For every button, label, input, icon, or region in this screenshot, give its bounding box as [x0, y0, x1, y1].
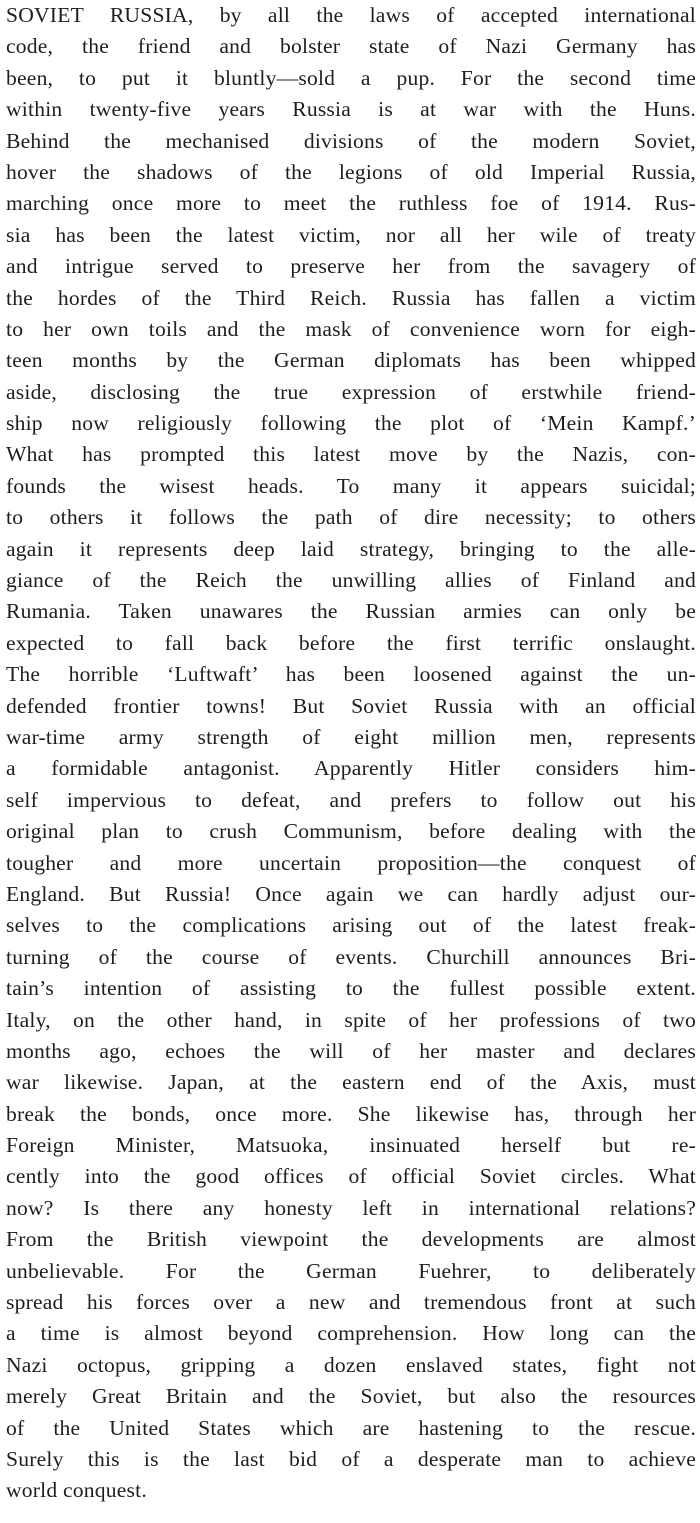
text-line-20: Rumania. Taken unawares the Russian armies can only be [6, 599, 696, 624]
text-line-8: sia has been the latest victim, nor all her wile of treaty [6, 222, 696, 247]
text-line-25: a formidable antagonist. Apparently Hitler considers him- [6, 756, 696, 781]
text-line-45: merely Great Britain and the Soviet, but also the resources [6, 1384, 696, 1409]
text-line-46: of the United States which are hastening to the rescue. [6, 1415, 696, 1440]
text-line-33: Italy, on the other hand, in spite of her professions of two [6, 1007, 696, 1032]
text-line-7: marching once more to meet the ruthless foe of 1914. Rus- [6, 191, 696, 216]
text-line-5: Behind the mechanised divisions of the modern Soviet, [6, 128, 696, 153]
text-line-30: selves to the complications arising out of the latest freak- [6, 913, 696, 938]
text-line-34: months ago, echoes the will of her master and declares [6, 1038, 696, 1063]
text-line-32: tain’s intention of assisting to the fullest possible extent. [6, 976, 696, 1001]
text-line-10: the hordes of the Third Reich. Russia has fallen a victim [6, 285, 696, 310]
text-line-29: England. But Russia! Once again we can hardly adjust our- [6, 881, 696, 906]
text-line-37: Foreign Minister, Matsuoka, insinuated herself but re- [6, 1133, 696, 1158]
text-line-15: What has prompted this latest move by the Nazis, con- [6, 442, 696, 467]
text-line-31: turning of the course of events. Churchill announces Bri- [6, 944, 696, 969]
text-line-47: Surely this is the last bid of a desperate man to achieve [6, 1446, 696, 1471]
text-line-2: code, the friend and bolster state of Nazi Germany has [6, 34, 696, 59]
text-line-17: to others it follows the path of dire necessity; to others [6, 505, 696, 530]
text-line-14: ship now religiously following the plot of ‘Mein Kampf.’ [6, 411, 696, 436]
text-line-26: self impervious to defeat, and prefers to follow out his [6, 787, 696, 812]
text-line-13: aside, disclosing the true expression of erstwhile friend- [6, 379, 696, 404]
text-line-19: giance of the Reich the unwilling allies of Finland and [6, 568, 696, 593]
text-line-35: war likewise. Japan, at the eastern end of the Axis, must [6, 1070, 696, 1095]
text-line-28: tougher and more uncertain proposition—the conquest of [6, 850, 696, 875]
text-line-1: SOVIET RUSSIA, by all the laws of accepted international [6, 3, 696, 27]
text-line-6: hover the shadows of the legions of old Imperial Russia, [6, 159, 696, 184]
text-line-23: defended frontier towns! But Soviet Russia with an official [6, 693, 696, 718]
text-line-21: expected to fall back before the first terrific onslaught. [6, 630, 696, 655]
text-line-43: a time is almost beyond comprehension. How long can the [6, 1321, 696, 1346]
text-line-9: and intrigue served to preserve her from the savagery of [6, 254, 696, 279]
text-line-4: within twenty-five years Russia is at war with the Huns. [6, 97, 696, 122]
text-line-12: teen months by the German diplomats has been whipped [6, 348, 696, 373]
text-line-22: The horrible ‘Luftwaft’ has been loosened against the un- [6, 662, 696, 687]
text-line-18: again it represents deep laid strategy, bringing to the alle- [6, 536, 696, 561]
article-body [6, 0, 696, 1507]
text-line-24: war-time army strength of eight million men, represents [6, 724, 696, 749]
text-line-16: founds the wisest heads. To many it appears suicidal; [6, 473, 696, 498]
text-line-27: original plan to crush Communism, before dealing with the [6, 819, 696, 844]
text-line-42: spread his forces over a new and tremendous front at such [6, 1290, 696, 1315]
text-line-38: cently into the good offices of official Soviet circles. What [6, 1164, 696, 1189]
text-line-36: break the bonds, once more. She likewise has, through her [6, 1101, 696, 1126]
text-line-3: been, to put it bluntly—sold a pup. For the second time [6, 65, 696, 90]
text-line-44: Nazi octopus, gripping a dozen enslaved states, fight not [6, 1352, 696, 1377]
text-line-40: From the British viewpoint the developments are almost [6, 1227, 696, 1252]
text-line-39: now? Is there any honesty left in international relations? [6, 1195, 696, 1220]
text-line-48: world conquest. [6, 1478, 147, 1503]
text-line-11: to her own toils and the mask of convenience worn for eigh- [6, 316, 696, 341]
text-line-41: unbelievable. For the German Fuehrer, to deliberately [6, 1258, 696, 1283]
